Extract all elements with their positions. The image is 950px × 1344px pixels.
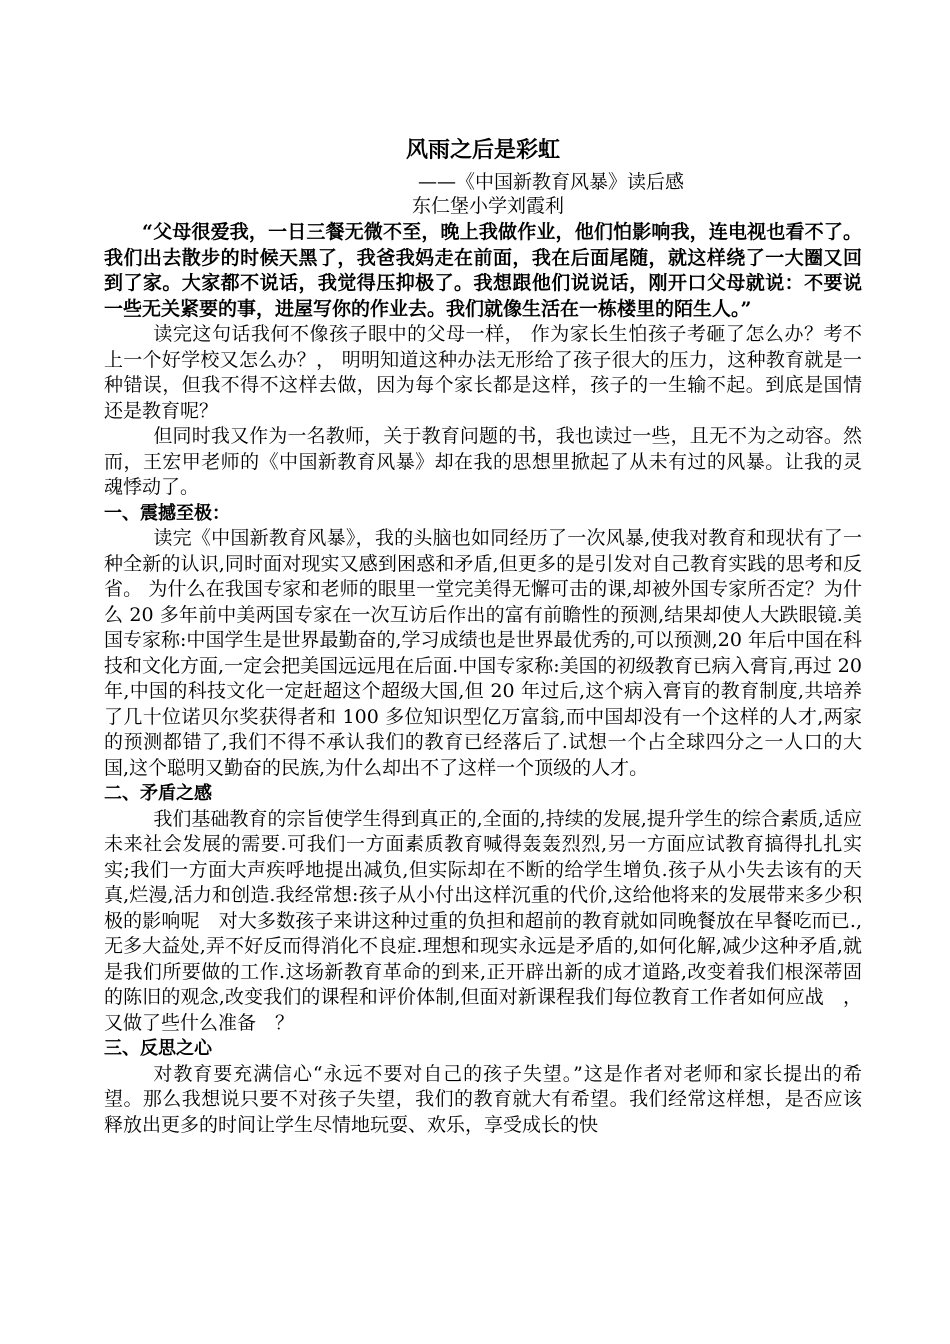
intro-paragraph-2: 但同时我又作为一名教师，关于教育问题的书，我也读过一些，且无不为之动容。然而，王宏甲老师的《中国新教育风暴》却在我的思想里掀起了从未有过的风暴。让我的灵魂悸动了。	[104, 425, 862, 498]
section-paragraph-2: 我们基础教育的宗旨使学生得到真正的,全面的,持续的发展,提升学生的综合素质,适应未来社会发展的需要.可我们一方面素质教育喊得轰轰烈烈,另一方面应试教育搞得扎扎实实;我们一方面大声疾呼地提出减负,但实际却在不断的给学生增负.孩子从小失去该有的天真,烂漫,活力和创造.我经常想:孩子从小付出这样沉重的代价,这给他将来的发展带来多少积极的影响呢 对大多数孩子来讲这种过重的负担和超前的教育就如同晚餐放在早餐吃而已.,无多大益处,弄不好反而得消化不良症.理想和现实永远是矛盾的,如何化解,减少这种矛盾,就是我们所要做的工作.这场新教育革命的到来,正开辟出新的成才道路,改变着我们根深蒂固的陈旧的观念,改变我们的课程和评价体制,但面对新课程我们每位教育工作者如何应战 ，又做了些什么准备 ？	[104, 807, 862, 1034]
opening-quote: “父母很爱我，一日三餐无微不至，晚上我做作业，他们怕影响我，连电视也看不了。我们出去散步的时候天黑了，我爸我妈走在前面，我在后面尾随，就这样绕了一大圈又回到了家。大家都不说话，我觉得压抑极了。我想跟他们说说话，刚开口父母就说：不要说一些无关紧要的事，进屋写你的作业去。我们就像生活在一栋楼里的陌生人。”	[104, 221, 862, 320]
section-heading-1: 一、震撼至极：	[104, 502, 230, 524]
section-paragraph-1: 读完《中国新教育风暴》，我的头脑也如同经历了一次风暴,使我对教育和现状有了一种全新的认识,同时面对现实又感到困惑和矛盾,但更多的是引发对自己教育实践的思考和反省。 为什么在我国专家和老师的眼里一堂完美得无懈可击的课,却被外国专家所否定？为什么 20 多年前中美两国专家在一次互访后作出的富有前瞻性的预测,结果却使人大跌眼镜.美国专家称:中国学生是世界最勤奋的,学习成绩也是世界最优秀的,可以预测,20 年后中国在科技和文化方面,一定会把美国远远甩在后面.中国专家称:美国的初级教育已病入膏肓,再过 20 年,中国的科技文化一定赶超这个超级大国,但 20 年过后,这个病入膏肓的教育制度,共培养了几十位诺贝尔奖获得者和 100 多位知识型亿万富翁,而中国却没有一个这样的人才,两家的预测都错了,我们不得不承认我们的教育已经落后了.试想一个占全球四分之一人口的大国,这个聪明又勤奋的民族,为什么却出不了这样一个顶级的人才。	[104, 527, 862, 779]
document-title: 风雨之后是彩虹	[405, 138, 560, 163]
section-paragraph-3: 对教育要充满信心“永远不要对自己的孩子失望。”这是作者对老师和家长提出的希望。那么我想说只要不对孩子失望，我们的教育就大有希望。我们经常这样想，是否应该释放出更多的时间让学生尽情地玩耍、欢乐，享受成长的快	[104, 1062, 862, 1136]
document-author: 东仁堡小学刘霞利	[412, 195, 565, 217]
section-heading-2: 二、矛盾之感	[104, 783, 212, 804]
intro-paragraph-1: 读完这句话我何不像孩子眼中的父母一样， 作为家长生怕孩子考砸了怎么办？考不上一个好学校又怎么办？， 明明知道这种办法无形给了孩子很大的压力，这种教育就是一种错误，但我不得不这样去做，因为每个家长都是这样，孩子的一生输不起。到底是国情还是教育呢？	[104, 323, 862, 422]
section-heading-3: 三、反思之心	[104, 1038, 212, 1059]
document-subtitle: ——《中国新教育风暴》读后感	[418, 171, 685, 193]
